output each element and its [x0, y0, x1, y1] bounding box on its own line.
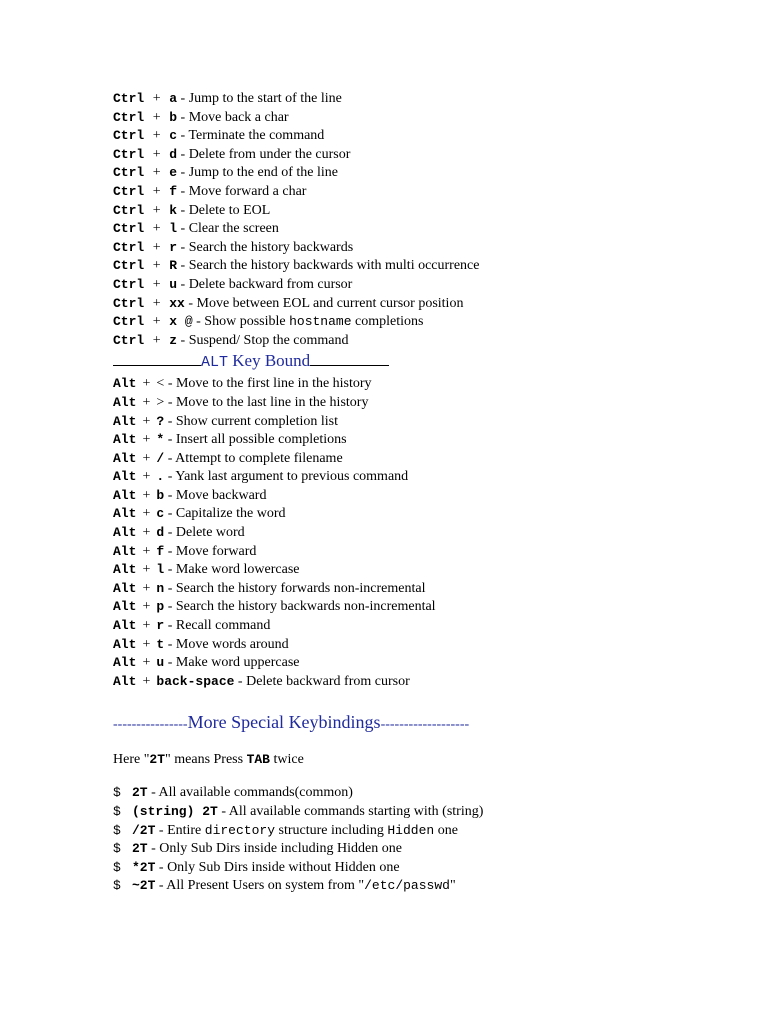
- shortcut-row: [113, 202, 748, 221]
- shortcut-key: c: [169, 128, 178, 144]
- modifier-key: Alt: [113, 450, 137, 466]
- shortcut-row: [113, 375, 748, 394]
- alt-section-heading: [113, 350, 748, 374]
- plus-sign: +: [152, 258, 161, 274]
- completion-row: [113, 822, 748, 841]
- shortcut-row: [113, 543, 748, 562]
- completion-row: [113, 784, 748, 803]
- completion-description: - All available commands(common): [147, 785, 353, 801]
- completion-description-code: directory: [204, 822, 275, 838]
- modifier-key: Ctrl: [113, 221, 145, 237]
- shortcut-description: - Terminate the command: [177, 128, 325, 144]
- shortcut-row: [113, 450, 748, 469]
- plus-sign: +: [142, 450, 151, 466]
- modifier-key: Ctrl: [113, 332, 145, 348]
- plus-sign: +: [152, 314, 161, 330]
- shortcut-key: k: [169, 202, 178, 218]
- shortcut-row: [113, 413, 748, 432]
- modifier-key: Alt: [113, 580, 137, 596]
- shortcut-description: - Search the history forwards non-incremental: [164, 580, 426, 596]
- modifier-key: Alt: [113, 469, 137, 485]
- shortcut-row: [113, 164, 748, 183]
- tab-completion-list: [113, 784, 748, 896]
- shortcut-key: <: [156, 376, 165, 392]
- intro-post: twice: [269, 752, 304, 768]
- completion-row: [113, 859, 748, 878]
- shortcut-key: d: [156, 525, 165, 541]
- shortcut-description: - Move forward a char: [177, 183, 307, 199]
- shortcut-description: completions: [351, 314, 424, 330]
- shortcut-description: - Move back a char: [177, 109, 289, 125]
- more-heading-text: More Special Keybindings: [187, 712, 381, 733]
- modifier-key: Alt: [113, 525, 137, 541]
- shortcut-row: [113, 183, 748, 202]
- heading-rule-right: [310, 363, 389, 366]
- modifier-key: Alt: [113, 543, 137, 559]
- modifier-key: Ctrl: [113, 202, 145, 218]
- plus-sign: +: [152, 276, 161, 292]
- plus-sign: +: [152, 332, 161, 348]
- heading-rule-left: [113, 363, 201, 366]
- shortcut-description: - Insert all possible completions: [164, 432, 347, 448]
- shortcut-key: p: [156, 599, 165, 615]
- shortcut-description: - Move to the last line in the history: [164, 394, 369, 410]
- shortcut-description: - Show current completion list: [164, 413, 339, 429]
- plus-sign: +: [142, 413, 151, 429]
- shortcut-description: - Search the history backwards: [177, 239, 354, 255]
- completion-description: - All available commands starting with (string): [217, 804, 484, 819]
- shortcut-row: [113, 257, 748, 276]
- shortcut-key: t: [156, 636, 165, 652]
- shortcut-key: z: [169, 332, 178, 348]
- completion-code: /2T: [132, 822, 156, 838]
- plus-sign: +: [142, 394, 151, 410]
- shell-prompt: $: [113, 822, 121, 838]
- shortcut-key: x: [169, 314, 178, 330]
- plus-sign: +: [142, 469, 151, 485]
- shortcut-row: [113, 313, 748, 332]
- shortcut-row: [113, 295, 748, 314]
- shortcut-row: [113, 580, 748, 599]
- shortcut-row: [113, 636, 748, 655]
- shortcut-row: [113, 505, 748, 524]
- modifier-key: Ctrl: [113, 314, 145, 330]
- shortcut-row: [113, 598, 748, 617]
- ctrl-shortcuts-list: [113, 90, 748, 350]
- completion-description: structure including: [275, 822, 388, 838]
- shortcut-row: [113, 276, 748, 295]
- modifier-key: Ctrl: [113, 146, 145, 162]
- shortcut-key-extra: @: [177, 314, 193, 330]
- shortcut-description: - Make word uppercase: [164, 655, 300, 671]
- shortcut-key: d: [169, 146, 178, 162]
- shortcut-key: c: [156, 506, 165, 522]
- modifier-key: Alt: [113, 432, 137, 448]
- shortcut-description: - Move words around: [164, 636, 289, 652]
- more-heading-right-dashes: -------------------: [380, 717, 470, 733]
- plus-sign: +: [142, 618, 151, 634]
- shortcut-description: - Recall command: [164, 618, 271, 634]
- shortcut-row: [113, 146, 748, 165]
- modifier-key: Ctrl: [113, 91, 145, 106]
- plus-sign: +: [152, 146, 161, 162]
- modifier-key: Alt: [113, 394, 137, 410]
- plus-sign: +: [142, 636, 151, 652]
- completion-code: (string) 2T: [132, 804, 218, 819]
- shortcut-key: f: [169, 183, 178, 199]
- shortcut-description: - Show possible: [192, 314, 290, 330]
- completion-code: 2T: [132, 841, 148, 857]
- plus-sign: +: [142, 376, 151, 392]
- modifier-key: Ctrl: [113, 183, 145, 199]
- shortcut-description: - Capitalize the word: [164, 506, 286, 522]
- completion-code: 2T: [132, 785, 148, 801]
- shortcut-row: [113, 431, 748, 450]
- modifier-key: Alt: [113, 673, 137, 689]
- intro-code: 2T: [149, 752, 166, 768]
- plus-sign: +: [152, 202, 161, 218]
- completion-description: - Entire: [155, 822, 205, 838]
- completion-description: - Only Sub Dirs inside including Hidden one: [147, 841, 402, 857]
- shortcut-key: back-space: [156, 673, 235, 689]
- shortcut-row: [113, 673, 748, 692]
- modifier-key: Alt: [113, 562, 137, 578]
- plus-sign: +: [152, 91, 161, 106]
- modifier-key: Alt: [113, 636, 137, 652]
- shortcut-key: n: [156, 580, 165, 596]
- shortcut-key: u: [169, 276, 178, 292]
- modifier-key: Ctrl: [113, 165, 145, 181]
- completion-description: ": [449, 878, 456, 894]
- shortcut-key: ?: [156, 413, 165, 429]
- shortcut-key: r: [169, 239, 178, 255]
- modifier-key: Ctrl: [113, 239, 145, 255]
- completion-description: - Only Sub Dirs inside without Hidden one: [155, 859, 400, 875]
- shortcut-description: - Clear the screen: [177, 221, 279, 237]
- completion-code: ~2T: [132, 878, 156, 894]
- modifier-key: Alt: [113, 655, 137, 671]
- shortcut-row: [113, 127, 748, 146]
- shortcut-description: - Move between EOL and current cursor position: [184, 295, 464, 311]
- shortcut-key: l: [169, 221, 178, 237]
- plus-sign: +: [142, 673, 151, 689]
- plus-sign: +: [142, 525, 151, 541]
- shell-prompt: $: [113, 785, 121, 801]
- shortcut-description: - Search the history backwards non-incremental: [164, 599, 436, 615]
- modifier-key: Alt: [113, 599, 137, 615]
- shortcut-description: - Delete word: [164, 525, 245, 541]
- alt-heading-mono: ALT: [201, 354, 229, 372]
- modifier-key: Alt: [113, 618, 137, 634]
- shortcut-row: [113, 394, 748, 413]
- modifier-key: Alt: [113, 413, 137, 429]
- completion-description-code: /etc/passwd: [364, 878, 450, 894]
- shortcut-key: e: [169, 165, 178, 181]
- shortcut-row: [113, 561, 748, 580]
- more-heading-left-dashes: ----------------: [113, 717, 188, 733]
- shortcut-key: b: [156, 487, 165, 503]
- plus-sign: +: [142, 543, 151, 559]
- modifier-key: Ctrl: [113, 276, 145, 292]
- intro-pre: Here ": [113, 752, 150, 768]
- shortcut-description: - Jump to the start of the line: [177, 91, 342, 106]
- plus-sign: +: [152, 165, 161, 181]
- shortcut-description: - Jump to the end of the line: [177, 165, 338, 181]
- plus-sign: +: [152, 109, 161, 125]
- shortcut-row: [113, 90, 748, 109]
- shortcut-row: [113, 654, 748, 673]
- shortcut-row: [113, 220, 748, 239]
- shortcut-description: - Make word lowercase: [164, 562, 300, 578]
- shortcut-row: [113, 332, 748, 351]
- modifier-key: Ctrl: [113, 109, 145, 125]
- plus-sign: +: [142, 432, 151, 448]
- completion-description: - All Present Users on system from ": [155, 878, 365, 894]
- shortcut-key: R: [169, 258, 178, 274]
- plus-sign: +: [142, 562, 151, 578]
- shortcut-key: f: [156, 543, 165, 559]
- shortcut-row: [113, 617, 748, 636]
- shell-prompt: $: [113, 878, 121, 894]
- plus-sign: +: [152, 295, 161, 311]
- shortcut-key: .: [156, 469, 165, 485]
- completion-description-code: Hidden: [387, 822, 435, 838]
- shortcut-key: /: [156, 450, 165, 466]
- modifier-key: Alt: [113, 506, 137, 522]
- completion-code: *2T: [132, 859, 156, 875]
- more-keybindings-heading: [113, 710, 748, 737]
- tab-intro-line: [113, 751, 748, 769]
- completion-row: [113, 877, 748, 896]
- alt-shortcuts-list: [113, 375, 748, 691]
- modifier-key: Alt: [113, 487, 137, 503]
- shortcut-row: [113, 109, 748, 128]
- shortcut-key: a: [169, 91, 178, 106]
- completion-row: [113, 840, 748, 859]
- alt-heading-text: Key Bound: [228, 351, 311, 371]
- shortcut-description: - Delete to EOL: [177, 202, 271, 218]
- shortcut-description: - Move backward: [164, 487, 267, 503]
- shortcut-key: u: [156, 655, 165, 671]
- shortcut-description: - Suspend/ Stop the command: [177, 332, 349, 348]
- completion-description: one: [434, 822, 458, 838]
- modifier-key: Ctrl: [113, 258, 145, 274]
- modifier-key: Ctrl: [113, 295, 145, 311]
- plus-sign: +: [152, 221, 161, 237]
- completion-row: [113, 803, 748, 822]
- shortcut-key: >: [156, 394, 165, 410]
- shortcut-description: - Attempt to complete filename: [164, 450, 343, 466]
- shortcut-description: - Move forward: [164, 543, 257, 559]
- shortcut-description: - Yank last argument to previous command: [164, 469, 409, 485]
- shortcut-key: l: [156, 562, 165, 578]
- shell-prompt: $: [113, 859, 121, 875]
- shortcut-description: - Delete backward from cursor: [234, 673, 410, 689]
- modifier-key: Alt: [113, 376, 137, 392]
- shell-prompt: $: [113, 841, 121, 857]
- shortcut-key: *: [156, 432, 165, 448]
- shortcut-key: r: [156, 618, 165, 634]
- shortcut-description: - Delete backward from cursor: [177, 276, 353, 292]
- plus-sign: +: [142, 599, 151, 615]
- intro-mid: " means Press: [165, 752, 247, 768]
- shortcut-description: - Move to the first line in the history: [164, 376, 372, 392]
- shortcut-description-code: hostname: [289, 314, 352, 330]
- shortcut-key: xx: [169, 295, 185, 311]
- plus-sign: +: [152, 183, 161, 199]
- shortcut-row: [113, 524, 748, 543]
- shortcut-description: - Delete from under the cursor: [177, 146, 351, 162]
- plus-sign: +: [142, 506, 151, 522]
- shortcut-row: [113, 468, 748, 487]
- plus-sign: +: [142, 655, 151, 671]
- plus-sign: +: [152, 239, 161, 255]
- shortcut-key: b: [169, 109, 178, 125]
- shell-prompt: $: [113, 804, 121, 819]
- shortcut-description: - Search the history backwards with multi occurrence: [177, 258, 480, 274]
- intro-tab-key: TAB: [246, 752, 270, 768]
- plus-sign: +: [142, 487, 151, 503]
- modifier-key: Ctrl: [113, 128, 145, 144]
- shortcut-row: [113, 239, 748, 258]
- plus-sign: +: [142, 580, 151, 596]
- shortcut-row: [113, 487, 748, 506]
- plus-sign: +: [152, 128, 161, 144]
